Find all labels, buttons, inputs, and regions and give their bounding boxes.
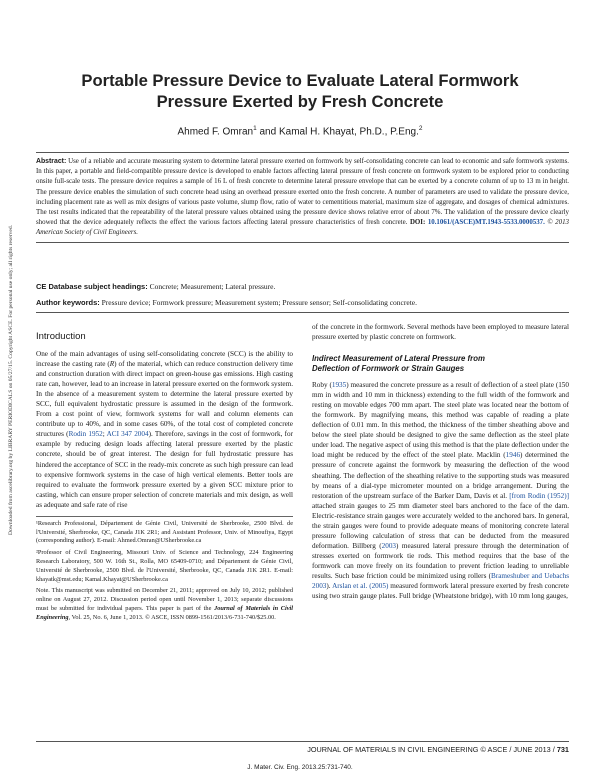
- citation-link[interactable]: [from Rodin (1952)]: [509, 491, 569, 500]
- abstract-copyright: © 2013 American Society of Civil Engineers.: [36, 219, 569, 237]
- subject-headings: [36, 281, 569, 292]
- download-notice-text: Downloaded from ascelibrary.org by LIBRARY PERIODICALS on 05/27/15. Copyright ASCE. For personal use only; all rights reserved.: [8, 224, 14, 536]
- page-footer: [36, 741, 569, 755]
- author-separator: and: [256, 126, 279, 138]
- citation-line: J. Mater. Civ. Eng. 2013.25:731-740.: [247, 764, 353, 771]
- footnote-divider: [36, 516, 293, 517]
- title-line-2: Pressure Exerted by Fresh Concrete: [156, 92, 444, 111]
- indirect-measurement-paragraph: Roby (1935) measured the concrete pressure as a result of deflection of a steel plate (150 mm in width and 10 mm in thickness) extending to the full width of the formwork and resting on movable edges 700 mm apart. The steel plate was located near the bottom of the formwork. By magnifying means, this method was capable of reading a plate deflection of 0.01 mm. In this method, the thickness of the timber sheathing above and below the steel plate should be designed to give the same deflection as the steel plate under load. The negative aspect of using this method is that the plate deflection under the load might be reduced by the effect of the steel plate. Macklin (1946) determined the pressure of concrete against the formwork by measuring the deflection of the wood sheathing. The deflection of the sheathing relative to the supporting studs was measured by means of a dial-type micrometer mounted on a bridge arrangement. During the restoration of the upstream surface of the Barker Dam, Davis et al. [from Rodin (1952)] attached strain gauges to 25 mm diameter steel bars anchored to the face of the dam. Electric-resistance strain gauges were accurately welded to the anchored bars. In general, the strain gauges were found to provide adequate means of monitoring concrete lateral pressure following calculation of stress that can be deducted from the measured deformation. Billberg (2003) measured lateral pressure through the determination of stresses exerted on formwork tie rods. This method requires that the base of the formwork can move freely on its foundation to prevent friction leading to unreliable results. Such base friction could be minimized using rollers (Brameshuber and Uebachs 2003). Arslan et al. (2005) measured formwork lateral pressure exerted by fresh concrete using two strain gauge plates. Full bridge (Wheatstone bridge), with 10 mm long gauges,: [312, 381, 569, 601]
- manuscript-note: Note. This manuscript was submitted on December 21, 2011; approved on July 10, 2012; published online on August 27, 2012. Discussion period open until November 1, 2013; separate discussions must be submitted for individual papers. This paper is part of the Journal of Materials in Civil Engineering, Vol. 25, No. 6, June 1, 2013. © ASCE, ISSN 0899-1561/2013/6-731-740/$25.00.: [36, 587, 294, 621]
- journal-name: Journal of Materials in Civil Engineering: [36, 604, 294, 621]
- citation-link[interactable]: Brameshuber and Uebachs 2003: [312, 571, 569, 591]
- paper-title: [30, 70, 570, 112]
- citation-link[interactable]: 1935: [331, 381, 347, 390]
- citation-link[interactable]: Rodin 1952: [68, 430, 103, 439]
- page-number: 731: [556, 745, 569, 754]
- author-2-affiliation-mark: 2: [418, 125, 423, 132]
- author-keywords-label: Author keywords:: [36, 298, 100, 307]
- subsection-heading-line-1: Indirect Measurement of Lateral Pressure from: [312, 354, 485, 364]
- subject-headings-label: CE Database subject headings:: [36, 282, 148, 291]
- author-keywords: [36, 297, 569, 313]
- citation-link[interactable]: Arslan et al. (2005): [332, 582, 389, 591]
- section-heading-introduction: Introduction: [36, 331, 86, 342]
- footer-journal: JOURNAL OF MATERIALS IN CIVIL ENGINEERING © ASCE / JUNE 2013 /: [307, 745, 557, 754]
- citation-link[interactable]: 1946: [505, 451, 521, 460]
- left-column: [36, 322, 293, 623]
- abstract-block: [36, 152, 569, 243]
- download-notice-sidebar: [3, 160, 15, 600]
- doi-label: DOI:: [409, 219, 426, 227]
- subject-headings-value: Concrete; Measurement; Lateral pressure.: [149, 282, 276, 291]
- footnote-2: ²Professor of Civil Engineering, Missouri Univ. of Science and Technology, 224 Engineering Research Laboratory, 500 W. 16th St., Rolla, MO 65409-0710; and Département de Génie Civil, Université de Sherbrooke, 2500 Blvd. de l'Université, Sherbrooke, QC, Canada J1K 2R1. E-mail: khayatk@mst.edu; Kamal.Khayat@USherbrooke.ca: [36, 549, 293, 583]
- author-list: [30, 122, 570, 138]
- doi-link[interactable]: 10.1061/(ASCE)MT.1943-5533.0000537.: [427, 219, 545, 227]
- right-column: [312, 322, 569, 601]
- author-keywords-value: Pressure device; Formwork pressure; Measurement system; Pressure sensor; Self-consolidating concrete.: [101, 298, 417, 307]
- footnote-1: ¹Research Professional, Département de Génie Civil, Université de Sherbrooke, 2500 Blvd. de l'Université, Sherbrooke, QC, Canada J1K 2R1; and Assistant Professor, Univ. of Minoufiya, Egypt (corresponding author). E-mail: Ahmed.Omran@USherbrooke.ca: [36, 519, 293, 545]
- citation-link[interactable]: ACI 347 2004: [106, 430, 149, 439]
- title-line-1: Portable Pressure Device to Evaluate Lateral Formwork: [81, 71, 519, 90]
- intro-paragraph: One of the main advantages of using self-consolidating concrete (SCC) is the ability to increase the casting rate (R) of the material, which can reduce construction delivery time and construction duration with direct impact on green-house gas emissions. High casting rate can, however, lead to an increase in lateral pressure exerted on the formwork system. In the absence of a measurement system to determine the lateral pressure exerted by SCC, full equivalent hydrostatic pressure is assumed in the design of the formwork. From a cost point of view, formwork systems for wall and column elements can contribute up to 40%, and in some cases 60%, of the total cost of completed concrete structures (Rodin 1952; ACI 347 2004). Therefore, savings in the cost of formwork, for example by reducing design loads affecting lateral pressure exerted by the plastic concrete, should be of great interest. The design for full hydrostatic pressure has hindered the acceptance of SCC in the ready-mix concrete as such high pressure can lead to expensive formwork systems in the case of high vertical elements. Better tools are required to evaluate the formwork pressure exerted by a given SCC mixture prior to casting, which can ensure proper selection of concrete materials and mix design, as well as adequate and safe rate of rise: [36, 350, 293, 509]
- subsection-heading: [312, 354, 569, 374]
- author-1: Ahmed F. Omran: [177, 126, 254, 138]
- intro-continuation: of the concrete in the formwork. Several methods have been employed to measure lateral pressure exerted by plastic concrete on formwork.: [312, 323, 569, 342]
- citation-link[interactable]: 2003: [381, 541, 397, 550]
- author-1-affiliation-mark: 1: [253, 125, 257, 132]
- author-2: Kamal H. Khayat, Ph.D., P.Eng.: [278, 126, 419, 138]
- abstract-label: Abstract:: [36, 158, 67, 165]
- subsection-heading-line-2: Deflection of Formwork or Strain Gauges: [312, 364, 465, 374]
- abstract-body: Use of a reliable and accurate measuring system to determine lateral pressure exerted on formwork by self-consolidating concrete can lead to economic and safe formwork systems. In this paper, a portable and field-compatible pressure device is developed to enable factors affecting lateral pressure of fresh concrete on formwork system to be explored prior to conducting onsite full-scale tests. The pressure device requires a sample of 16 L of fresh concrete to determine lateral pressure envelope that can be exerted by a concrete column of up to 13 m in height. The pressure device enables the simulation of such concrete head using an overhead pressure exerted onto the fresh concrete. A number of parameters are used to validate the pressure device, including placement rate as well as mix designs of various paste volume, slump flow, ratio of water to cementitious material, maximum size of aggregate, and dosages of chemical admixtures. The test results indicated that the repeatability of the lateral pressure values obtained using the pressure device shows relative error of about 7%. The validation of the pressure device clearly showed that the device adequately reflects the effect the various factors affecting lateral pressure characteristics of fresh concrete.: [36, 158, 569, 227]
